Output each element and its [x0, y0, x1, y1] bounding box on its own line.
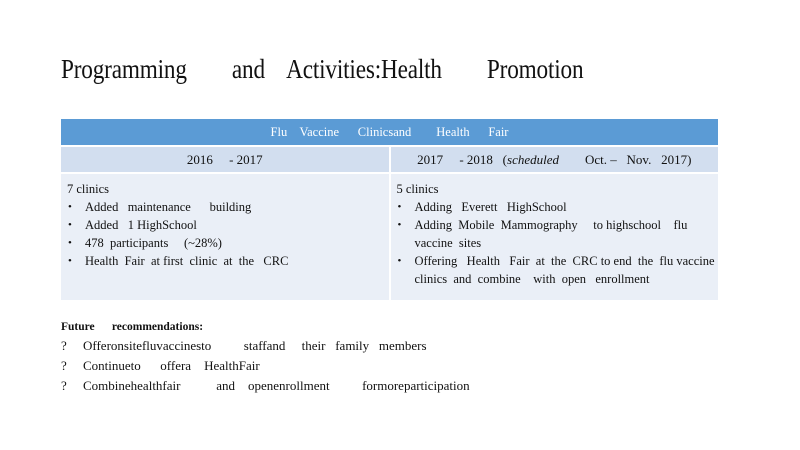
list-item: [61, 356, 470, 376]
bullet-icon: •: [397, 201, 402, 213]
list-item: [61, 376, 470, 396]
bullet-list-2016: [67, 198, 383, 270]
list-item: [397, 198, 713, 216]
list-item-text: Combinehealthfair and openenrollment formoreparticipation: [83, 378, 470, 393]
column-heading-2016: 2016 - 2017: [61, 146, 390, 173]
column-body-2017: [390, 173, 719, 300]
list-item: [397, 252, 713, 288]
list-item-text: 478 participants (~28%): [85, 236, 222, 250]
question-mark-icon: ?: [61, 378, 67, 393]
bullet-icon: •: [68, 255, 72, 267]
column-body-2016: [61, 173, 390, 300]
clinic-count: 7 clinics: [67, 182, 110, 196]
slide-title: Programming and Activities:Health Promotion: [61, 54, 584, 84]
list-item-text: Adding Everett HighSchool: [414, 200, 567, 214]
column-heading-2017-text: 2017 - 2018 (scheduled Oct. – Nov. 2017): [417, 151, 692, 167]
bullet-icon: •: [397, 255, 402, 267]
list-item: [397, 216, 713, 252]
question-mark-icon: ?: [61, 358, 67, 373]
clinic-count: 5 clinics: [396, 182, 439, 196]
list-item-text: Health Fair at first clinic at the CRC: [85, 254, 289, 268]
list-item-text: Offering Health Fair at the CRC to end the flu vaccine clinics and combine with open enrollment: [414, 254, 715, 286]
table-header: Flu Vaccine Clinicsand Health Fair: [61, 119, 718, 146]
list-item-text: Added maintenance building: [85, 200, 252, 214]
bullet-icon: •: [397, 219, 402, 231]
list-item-text: Offeronsitefluvaccinesto staffand their family members: [83, 338, 427, 353]
list-item: [67, 216, 383, 234]
future-list: [61, 336, 470, 396]
future-title: Future recommendations:: [61, 321, 204, 333]
bullet-icon: •: [68, 219, 72, 231]
future-recommendations: [61, 318, 470, 396]
question-mark-icon: ?: [61, 338, 67, 353]
flu-clinic-table: [61, 119, 718, 300]
list-item-text: Added 1 HighSchool: [85, 218, 197, 232]
bullet-icon: •: [68, 201, 72, 213]
bullet-icon: •: [68, 237, 72, 249]
list-item-text: Continueto offera HealthFair: [83, 358, 260, 373]
list-item: [67, 252, 383, 270]
list-item: [67, 234, 383, 252]
list-item: [61, 336, 470, 356]
bullet-list-2017: [397, 198, 713, 288]
list-item: [67, 198, 383, 216]
list-item-text: Adding Mobile Mammography to highschool flu vaccine sites: [414, 218, 688, 250]
column-heading-2017: [390, 146, 719, 173]
